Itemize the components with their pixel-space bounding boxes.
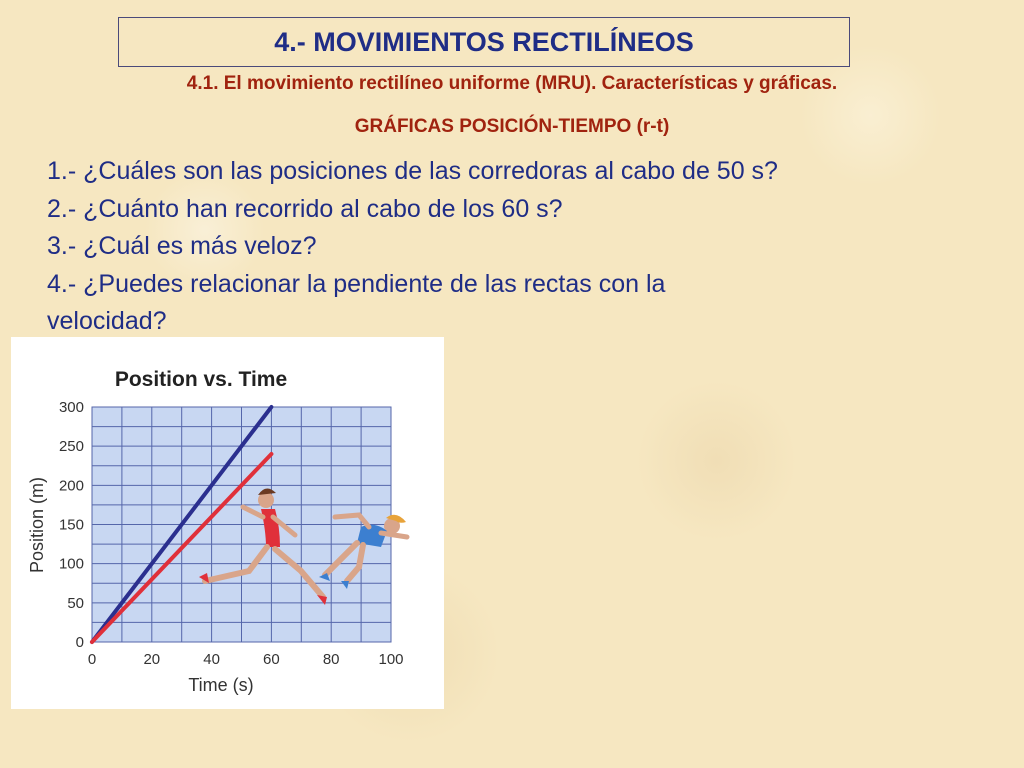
- slide-title-box: [118, 17, 850, 67]
- x-tick-label: 0: [87, 651, 97, 668]
- y-tick-label: 50: [67, 594, 84, 612]
- y-tick-label: 250: [58, 438, 84, 456]
- questions-list: [47, 153, 997, 341]
- section-title: GRÁFICAS POSICIÓN-TIEMPO (r-t): [354, 116, 670, 137]
- slide-title: 4.- MOVIMIENTOS RECTILÍNEOS: [274, 26, 694, 57]
- y-tick-label: 0: [75, 634, 84, 651]
- x-axis-ticks: [88, 651, 404, 668]
- y-tick-label: 200: [58, 477, 84, 495]
- x-tick-label: 20: [143, 651, 161, 668]
- x-tick-label: 80: [322, 651, 340, 668]
- question-4-continued: velocidad?: [47, 307, 167, 335]
- x-tick-label: 60: [263, 651, 280, 668]
- position-time-chart-panel: [11, 337, 444, 709]
- y-axis-label: Position (m): [27, 476, 47, 574]
- x-axis-label: Time (s): [188, 675, 254, 695]
- chart-grid: [92, 407, 391, 642]
- y-tick-label: 100: [58, 555, 84, 573]
- slide-subtitle: 4.1. El movimiento rectilíneo uniforme (MRU). Características y gráficas.: [186, 73, 838, 94]
- y-tick-label: 150: [58, 516, 84, 534]
- position-time-chart: [11, 337, 444, 709]
- question-1: 1.- ¿Cuáles son las posiciones de las corredoras al cabo de 50 s?: [47, 157, 778, 185]
- question-2: 2.- ¿Cuánto han recorrido al cabo de los 60 s?: [47, 194, 563, 223]
- chart-title: Position vs. Time: [114, 368, 288, 391]
- y-tick-label: 300: [58, 399, 84, 416]
- y-axis-ticks: [59, 399, 84, 651]
- x-tick-label: 40: [203, 651, 220, 668]
- question-4: 4.- ¿Puedes relacionar la pendiente de las rectas con la: [47, 269, 666, 298]
- x-tick-label: 100: [378, 651, 404, 668]
- question-3: 3.- ¿Cuál es más veloz?: [47, 232, 317, 260]
